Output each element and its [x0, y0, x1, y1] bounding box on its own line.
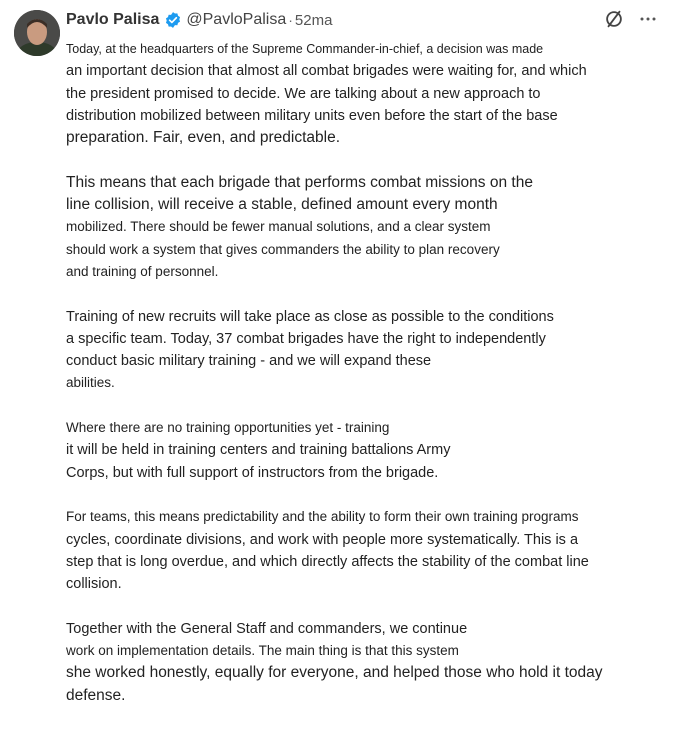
text-line: This means that each brigade that performs combat missions on the — [66, 173, 533, 191]
text-line: should work a system that gives commanders the ability to plan recovery — [66, 241, 500, 257]
author-name[interactable]: Pavlo Palisa — [66, 11, 160, 28]
paragraph-gap — [66, 595, 666, 617]
tweet-actions — [603, 8, 657, 30]
hide-icon[interactable] — [603, 8, 625, 30]
paragraph-gap — [66, 484, 666, 506]
text-line: cycles, coordinate divisions, and work with people more systematically. This is a — [66, 531, 579, 548]
text-line: Together with the General Staff and commanders, we continue — [66, 620, 468, 637]
text-line: Where there are no training opportunities yet - training — [66, 420, 390, 436]
text-line: distribution mobilized between military units even before the start of the base — [66, 107, 558, 124]
author-handle[interactable]: @PavloPalisa — [186, 11, 287, 28]
text-line: Today, at the headquarters of the Supreme Commander-in-chief, a decision was made — [66, 42, 544, 56]
text-line: and training of personnel. — [66, 263, 219, 279]
text-line: step that is long overdue, and which directly affects the stability of the combat line — [66, 553, 589, 570]
text-line: a specific team. Today, 37 combat brigades have the right to independently — [66, 330, 546, 347]
avatar[interactable] — [14, 10, 60, 56]
verified-badge-icon — [164, 11, 182, 29]
paragraph-gap — [66, 395, 666, 417]
text-line: defense. — [66, 686, 126, 704]
more-icon[interactable] — [639, 10, 657, 28]
tweet-header — [66, 8, 332, 32]
text-line: For teams, this means predictability and the ability to form their own training programs — [66, 509, 579, 525]
text-line: she worked honestly, equally for everyone, and helped those who hold it today — [66, 664, 603, 682]
text-line: collision. — [66, 576, 122, 593]
paragraph-gap — [66, 149, 666, 171]
text-line: an important decision that almost all combat brigades were waiting for, and which — [66, 63, 587, 80]
text-line: it will be held in training centers and training battalions Army — [66, 442, 451, 459]
text-line: mobilized. There should be fewer manual solutions, and a clear system — [66, 219, 491, 235]
paragraph-gap — [66, 283, 666, 305]
separator-dot: · — [288, 12, 293, 28]
text-line: abilities. — [66, 375, 115, 391]
text-line: Corps, but with full support of instructors from the brigade. — [66, 464, 439, 481]
text-line: preparation. Fair, even, and predictable. — [66, 129, 341, 147]
tweet-body — [66, 38, 666, 707]
text-line: work on implementation details. The main thing is that this system — [66, 643, 459, 659]
text-line: conduct basic military training - and we will expand these — [66, 353, 432, 370]
text-line: line collision, will receive a stable, defined amount every month — [66, 196, 498, 214]
text-line: Training of new recruits will take place as close as possible to the conditions — [66, 308, 554, 325]
text-line: the president promised to decide. We are talking about a new approach to — [66, 85, 541, 102]
timestamp[interactable]: 52mа — [294, 11, 333, 29]
